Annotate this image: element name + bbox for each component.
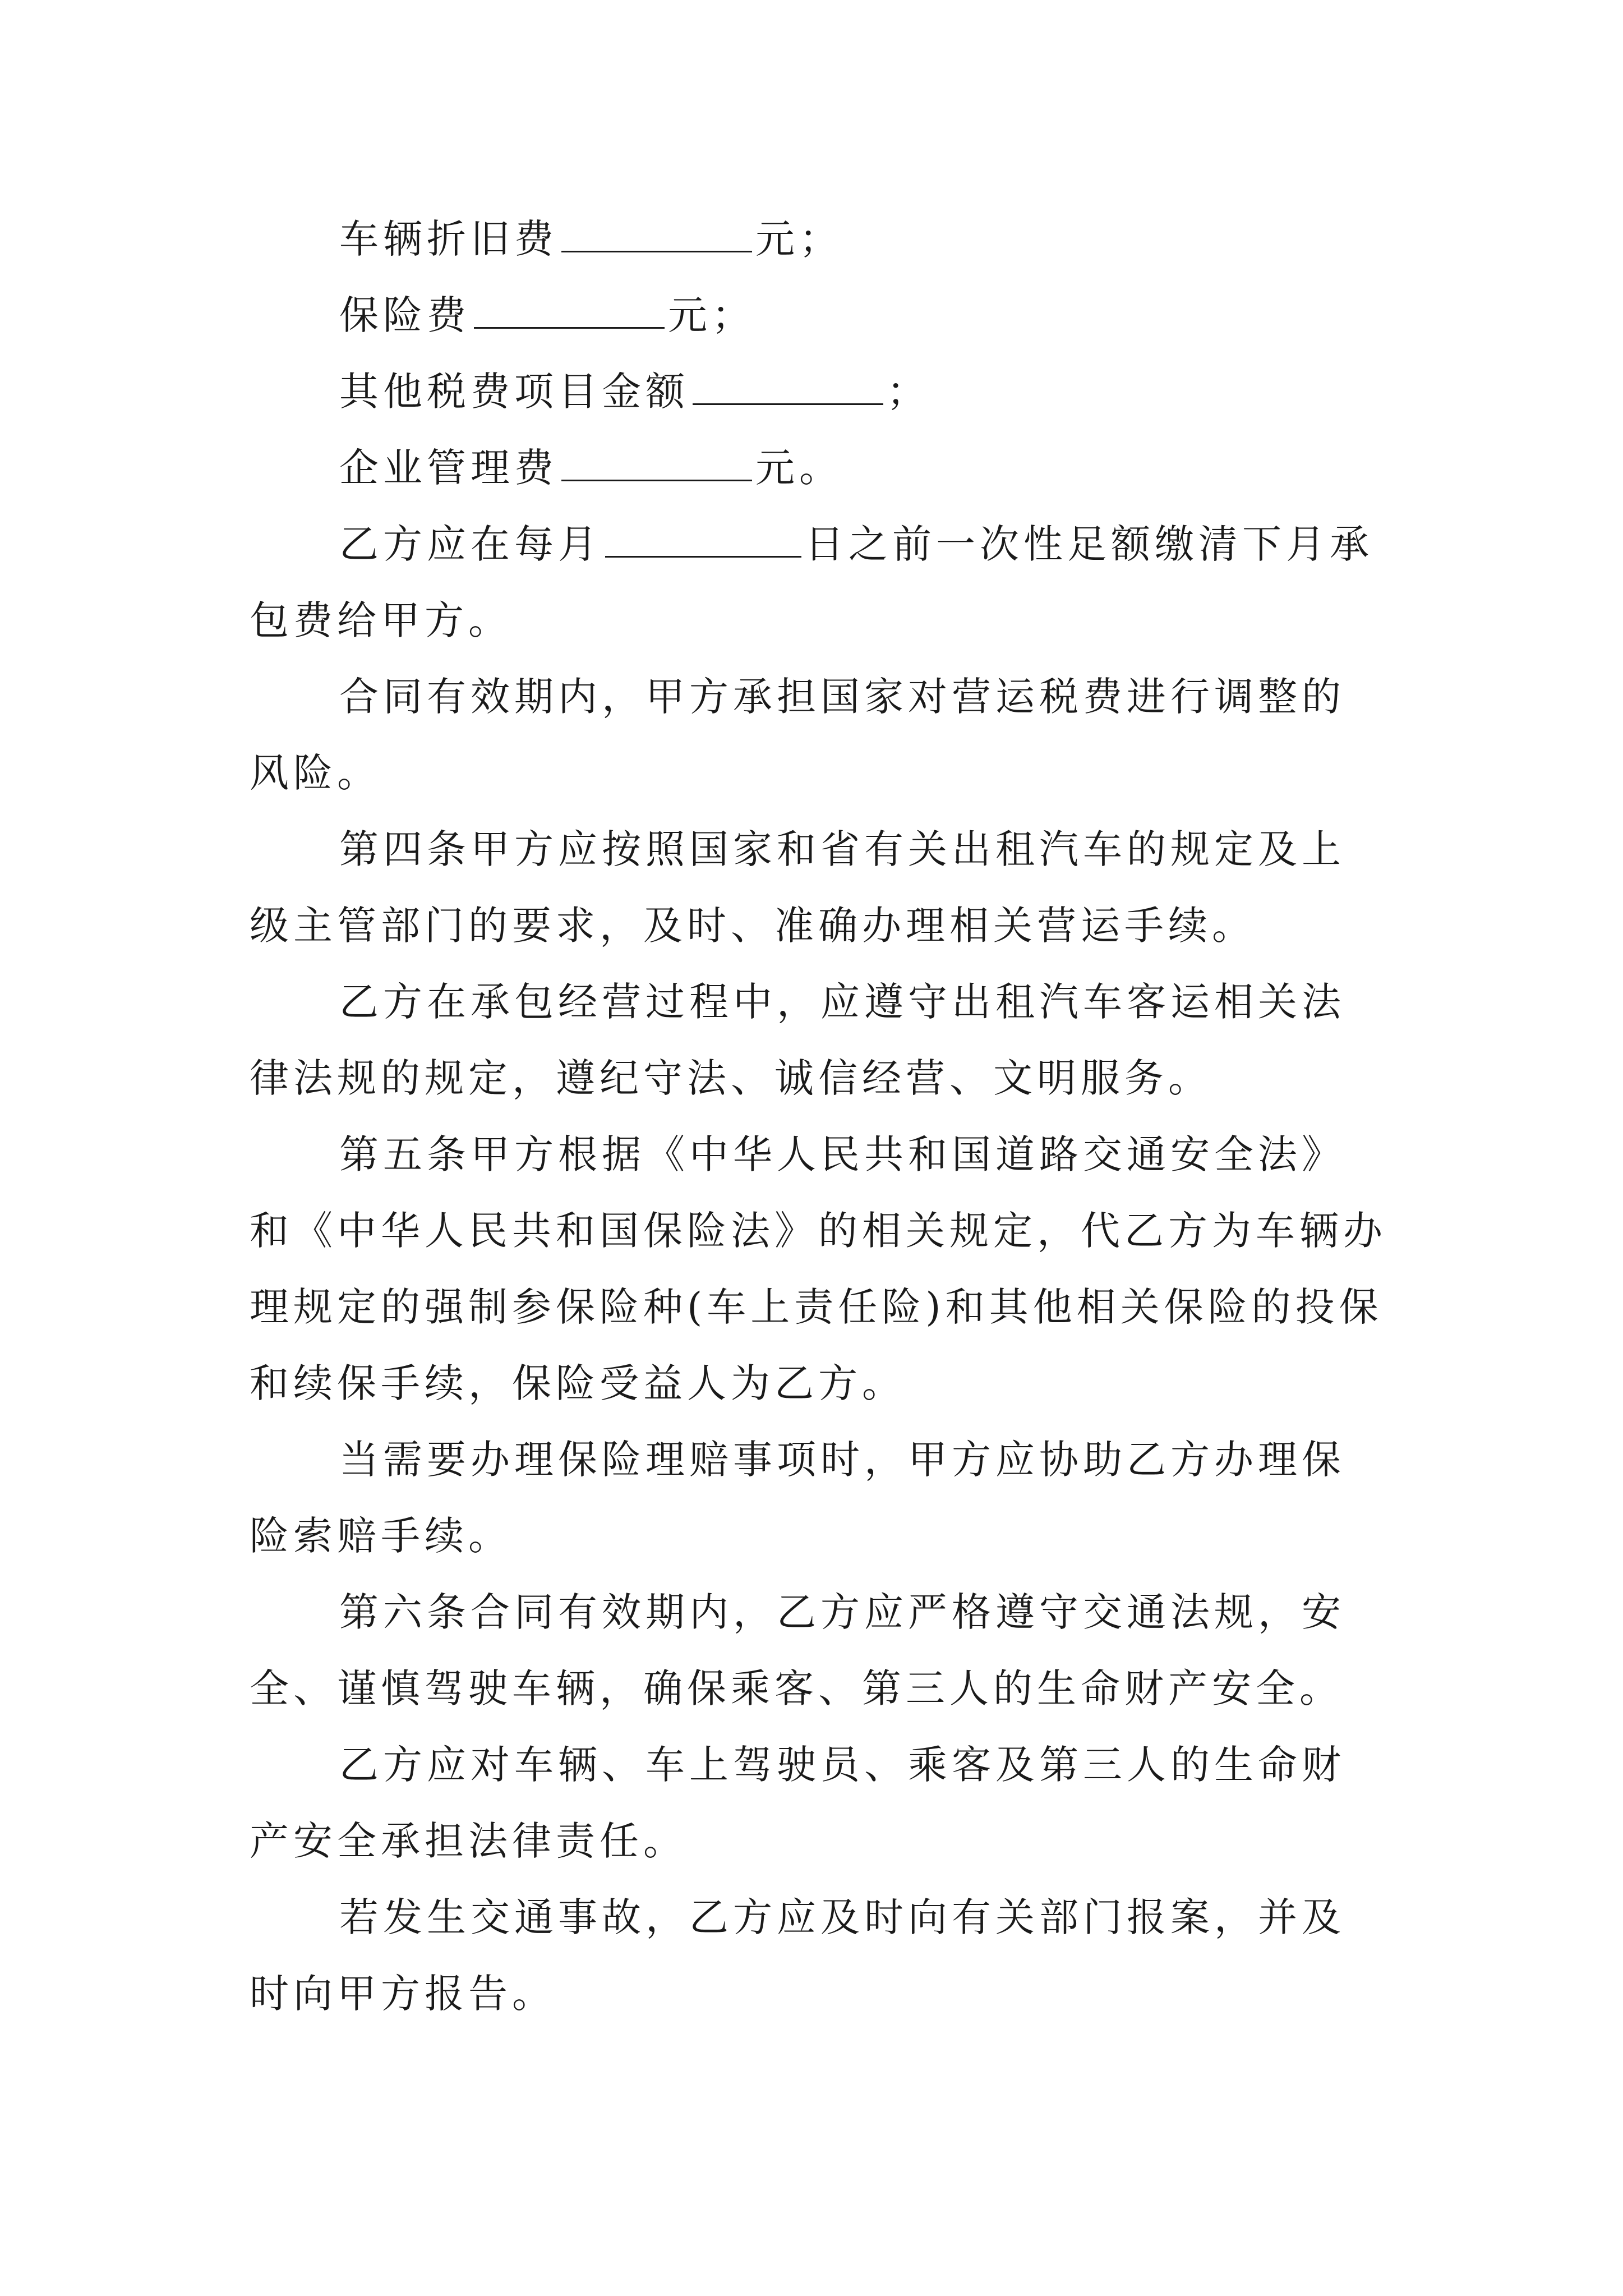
fill-blank [605, 524, 801, 558]
paragraph-tax-risk: 合同有效期内，甲方承担国家对营运税费进行调整的风险。 [250, 674, 1345, 796]
paragraph-article-5: 第五条甲方根据《中华人民共和国道路交通安全法》和《中华人民共和国保险法》的相关规定，代乙方为车辆办理规定的强制参保险种(车上责任险)和其他相关保险的投保和续保手续，保险受益人为乙方。 [250, 1131, 1387, 1406]
payment-paragraph [250, 506, 1388, 659]
document-body [250, 201, 1388, 2032]
fee-label: 保险费 [339, 292, 471, 338]
paragraph-article-4: 第四条甲方应按照国家和省有关出租汽车的规定及上级主管部门的要求，及时、准确办理相关营运手续。 [250, 826, 1345, 949]
fee-line-depreciation [250, 201, 1388, 277]
fee-label: 其他税费项目金额 [339, 369, 689, 415]
fee-suffix: ； [887, 369, 930, 415]
fee-suffix: 元； [755, 216, 843, 262]
fill-blank [693, 372, 883, 405]
paragraph-liability: 乙方应对车辆、车上驾驶员、乘客及第三人的生命财产安全承担法律责任。 [250, 1742, 1345, 1864]
fee-line-other-taxes [250, 353, 1388, 430]
paragraph-article-6: 第六条合同有效期内，乙方应严格遵守交通法规，安全、谨慎驾驶车辆，确保乘客、第三人的生命财产安全。 [250, 1589, 1345, 1711]
paragraph-compliance: 乙方在承包经营过程中，应遵守出租汽车客运相关法律法规的规定，遵纪守法、诚信经营、文明服务。 [250, 979, 1345, 1101]
fee-suffix: 元； [668, 292, 755, 338]
fill-blank [561, 448, 752, 481]
paragraph-accident-report: 若发生交通事故，乙方应及时向有关部门报案，并及时向甲方报告。 [250, 1894, 1345, 2017]
fee-line-management [250, 430, 1388, 506]
fee-line-insurance [250, 277, 1388, 353]
fill-blank [474, 296, 665, 329]
paragraph-insurance-claims: 当需要办理保险理赔事项时，甲方应协助乙方办理保险索赔手续。 [250, 1437, 1345, 1559]
fee-label: 车辆折旧费 [339, 216, 558, 262]
fee-label: 企业管理费 [339, 445, 558, 491]
fee-suffix: 元。 [755, 445, 843, 491]
fill-blank [561, 219, 752, 252]
payment-prefix: 乙方应在每月 [339, 521, 602, 567]
payment-suffix: 日之前一次性足额缴清下月承包费给甲方。 [250, 521, 1373, 643]
